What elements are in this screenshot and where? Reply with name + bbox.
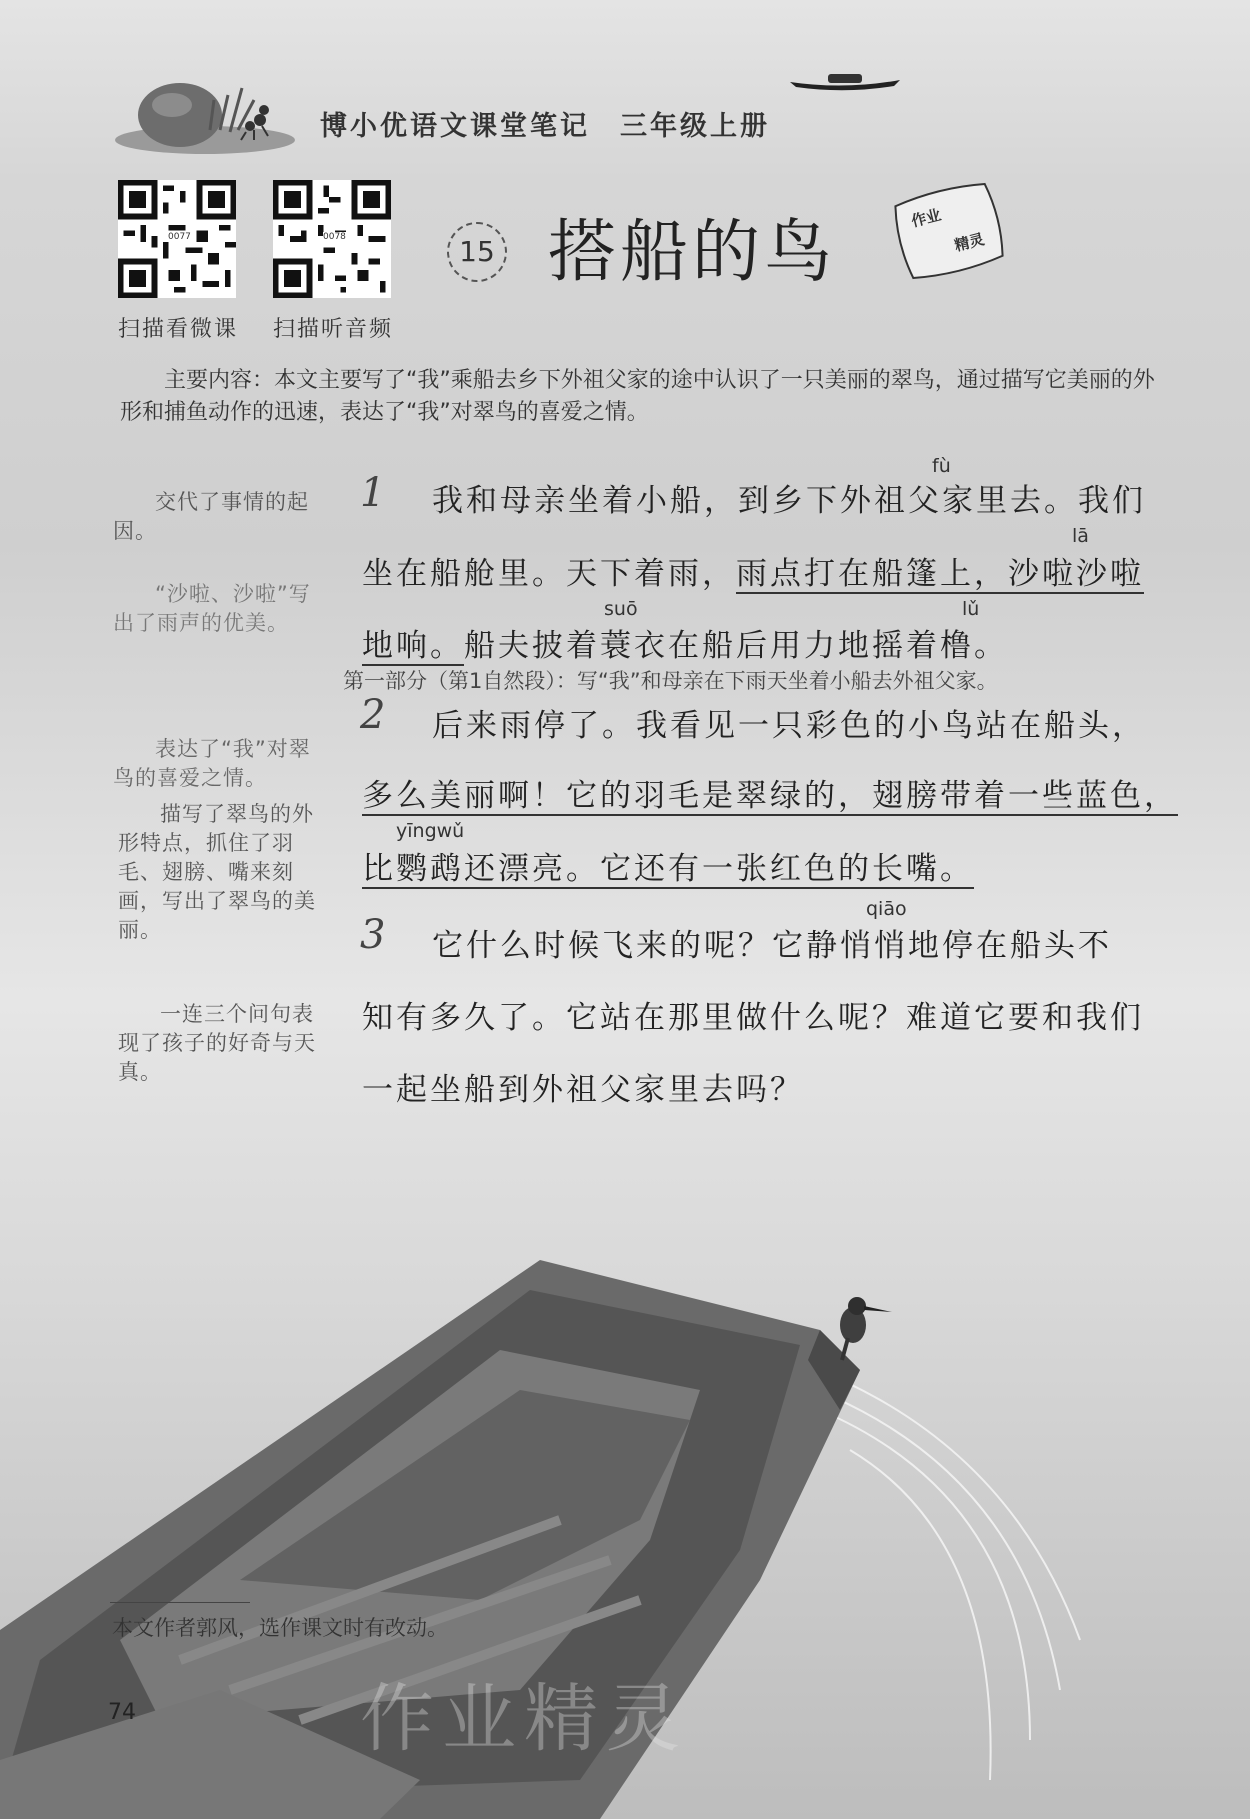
lesson-number: 15 (447, 222, 507, 282)
qr-code-id: 0078 (323, 232, 346, 242)
paragraph-line: 后来雨停了。我看见一只彩色的小鸟站在船头， (432, 708, 1146, 744)
paragraph-number: 3 (360, 912, 386, 958)
annotated-char: 橹 (940, 628, 974, 664)
text-run: 衣在船后用力地摇着 (634, 628, 940, 664)
pinyin-annotation: lǔ (962, 598, 980, 620)
paragraph-number: 2 (360, 692, 386, 738)
text-run: 沙啦 (1076, 556, 1144, 592)
boat-silhouette-icon (790, 70, 900, 92)
watermark-logo: 作业精灵 (360, 1676, 688, 1762)
text-run: 悄地停在船头不 (874, 928, 1112, 964)
header-decoration-illustration (110, 70, 320, 160)
qr-code-id: 0077 (168, 232, 191, 242)
underlined-sentence (362, 851, 974, 889)
side-note: 交代了事情的起因。 (113, 490, 309, 543)
paragraph-line (362, 770, 1178, 815)
text-run: 雨点打在船篷上，沙 (736, 556, 1042, 592)
paragraph-line: 知有多久了。它站在那里做什么呢？难道它要和我们 (362, 1000, 1144, 1036)
side-note: 一连三个问句表现了孩子的好奇与天真。 (118, 1002, 316, 1084)
paragraph-line (362, 620, 1008, 665)
page-number: 74 (108, 1700, 136, 1725)
pinyin-annotation: lā (1072, 525, 1089, 547)
paragraph-number: 1 (360, 470, 386, 516)
side-note: 表达了“我”对翠鸟的喜爱之情。 (113, 737, 311, 790)
paragraph-line (432, 920, 1112, 965)
paragraph-line (432, 475, 1146, 520)
footnote: 本文作者郭风，选作课文时有改动。 (112, 1616, 448, 1640)
text-run: 我和母亲坐着小船，到乡下外祖 (432, 483, 908, 519)
text-run: 船夫披着 (464, 628, 600, 664)
underlined-sentence (736, 556, 1144, 594)
qr-code-microlesson[interactable] (118, 180, 238, 343)
qr-code-audio[interactable] (273, 180, 393, 343)
logo-stamp (886, 176, 1012, 286)
underlined-sentence: 多么美丽啊！它的羽毛是翠绿的，翅膀带着一些蓝色， (362, 778, 1178, 814)
annotated-char: 父 (908, 483, 942, 519)
footnote-divider (110, 1602, 250, 1603)
stamp-text-1: 作业 (909, 205, 943, 231)
summary-text: 主要内容：本文主要写了“我”乘船去乡下外祖父家的途中认识了一只美丽的翠鸟，通过描写它美丽的外形和捕鱼动作的迅速，表达了“我”对翠鸟的喜爱之情。 (120, 368, 1155, 425)
text-run: 还漂亮。它还有一张红色的长嘴。 (464, 851, 974, 887)
pinyin-annotation: suō (604, 598, 638, 620)
kingfisher-bird (840, 1297, 892, 1360)
stamp-text-2: 精灵 (952, 230, 987, 255)
qr-caption-audio: 扫描听音频 (273, 317, 394, 342)
pinyin-annotation: fù (932, 455, 951, 477)
annotated-word: 鹦鹉 (396, 851, 464, 887)
text-run: 比 (362, 851, 396, 887)
text-run: 坐在船舱里。天下着雨， (362, 556, 736, 592)
annotated-char: 啦 (1042, 556, 1076, 592)
annotated-char: 蓑 (600, 628, 634, 664)
stamp-frame-icon (886, 176, 1012, 286)
pinyin-annotation: qiāo (866, 898, 907, 920)
text-run: 。 (974, 628, 1008, 664)
text-run: 家里去。我们 (942, 483, 1146, 519)
underlined-sentence: 地响。 (362, 628, 464, 664)
side-note: 描写了翠鸟的外形特点，抓住了羽毛、翅膀、嘴来刻画，写出了翠鸟的美丽。 (118, 802, 316, 942)
side-note: “沙啦、沙啦”写出了雨声的优美。 (113, 582, 311, 635)
paragraph-line: 一起坐船到外祖父家里去吗？ (362, 1072, 804, 1108)
book-title: 博小优语文课堂笔记 三年级上册 (320, 111, 770, 142)
part-summary-note: 第一部分（第1自然段）：写“我”和母亲在下雨天坐着小船去外祖父家。 (343, 669, 998, 693)
qr-caption-microlesson: 扫描看微课 (118, 317, 239, 342)
lesson-title: 搭船的鸟 (548, 213, 837, 292)
pinyin-annotation: yīngwǔ (396, 820, 465, 842)
paragraph-line (362, 548, 1144, 593)
annotated-char: 悄 (840, 928, 874, 964)
paragraph-line (362, 843, 974, 888)
text-run: 它什么时候飞来的呢？它静 (432, 928, 840, 964)
